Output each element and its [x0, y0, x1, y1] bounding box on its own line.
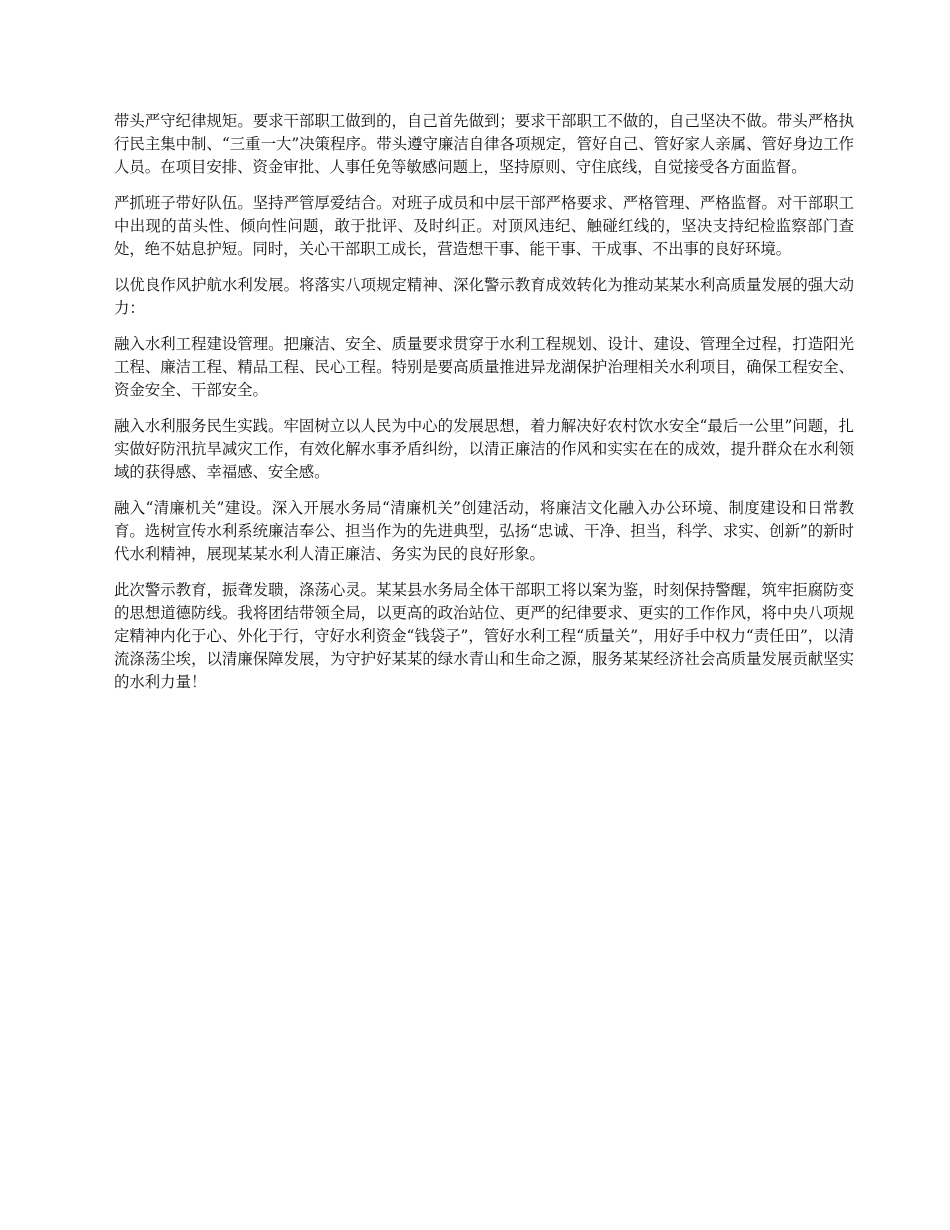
- document-body: [114, 110, 854, 707]
- paragraph-3: 以优良作风护航水利发展。将落实八项规定精神、深化警示教育成效转化为推动某某水利高质量发展的强大动力：: [114, 276, 854, 317]
- paragraph-7: 此次警示教育，振聋发聩，涤荡心灵。某某县水务局全体干部职工将以案为鉴，时刻保持警醒，筑牢拒腐防变的思想道德防线。我将团结带领全局，以更高的政治站位、更严的纪律要求、更实的工作作风，将中央八项规定精神内化于心、外化于行，守好水利资金“钱袋子”，管好水利工程“质量关”，用好手中权力“责任田”，以清流涤荡尘埃，以清廉保障发展，为守护好某某的绿水青山和生命之源，服务某某经济社会高质量发展贡献坚实的水利力量！: [114, 581, 854, 691]
- paragraph-2: 严抓班子带好队伍。坚持严管厚爱结合。对班子成员和中层干部严格要求、严格管理、严格监督。对干部职工中出现的苗头性、倾向性问题，敢于批评、及时纠正。对顶风违纪、触碰红线的，坚决支持纪检监察部门查处，绝不姑息护短。同时，关心干部职工成长，营造想干事、能干事、干成事、不出事的良好环境。: [114, 194, 854, 258]
- paragraph-6: 融入“清廉机关”建设。深入开展水务局“清廉机关”创建活动，将廉洁文化融入办公环境、制度建设和日常教育。选树宣传水利系统廉洁奉公、担当作为的先进典型，弘扬“忠诚、干净、担当，科学、求实、创新”的新时代水利精神，展现某某水利人清正廉洁、务实为民的良好形象。: [114, 499, 854, 563]
- paragraph-1: 带头严守纪律规矩。要求干部职工做到的，自己首先做到；要求干部职工不做的，自己坚决不做。带头严格执行民主集中制、“三重一大”决策程序。带头遵守廉洁自律各项规定，管好自己、管好家人亲属、管好身边工作人员。在项目安排、资金审批、人事任免等敏感问题上，坚持原则、守住底线，自觉接受各方面监督。: [114, 112, 854, 176]
- paragraph-5: 融入水利服务民生实践。牢固树立以人民为中心的发展思想，着力解决好农村饮水安全“最后一公里”问题，扎实做好防汛抗旱减灾工作，有效化解水事矛盾纠纷，以清正廉洁的作风和实实在在的成效，提升群众在水利领域的获得感、幸福感、安全感。: [114, 417, 854, 481]
- paragraph-4: 融入水利工程建设管理。把廉洁、安全、质量要求贯穿于水利工程规划、设计、建设、管理全过程，打造阳光工程、廉洁工程、精品工程、民心工程。特别是要高质量推进异龙湖保护治理相关水利项目，确保工程安全、资金安全、干部安全。: [114, 335, 854, 399]
